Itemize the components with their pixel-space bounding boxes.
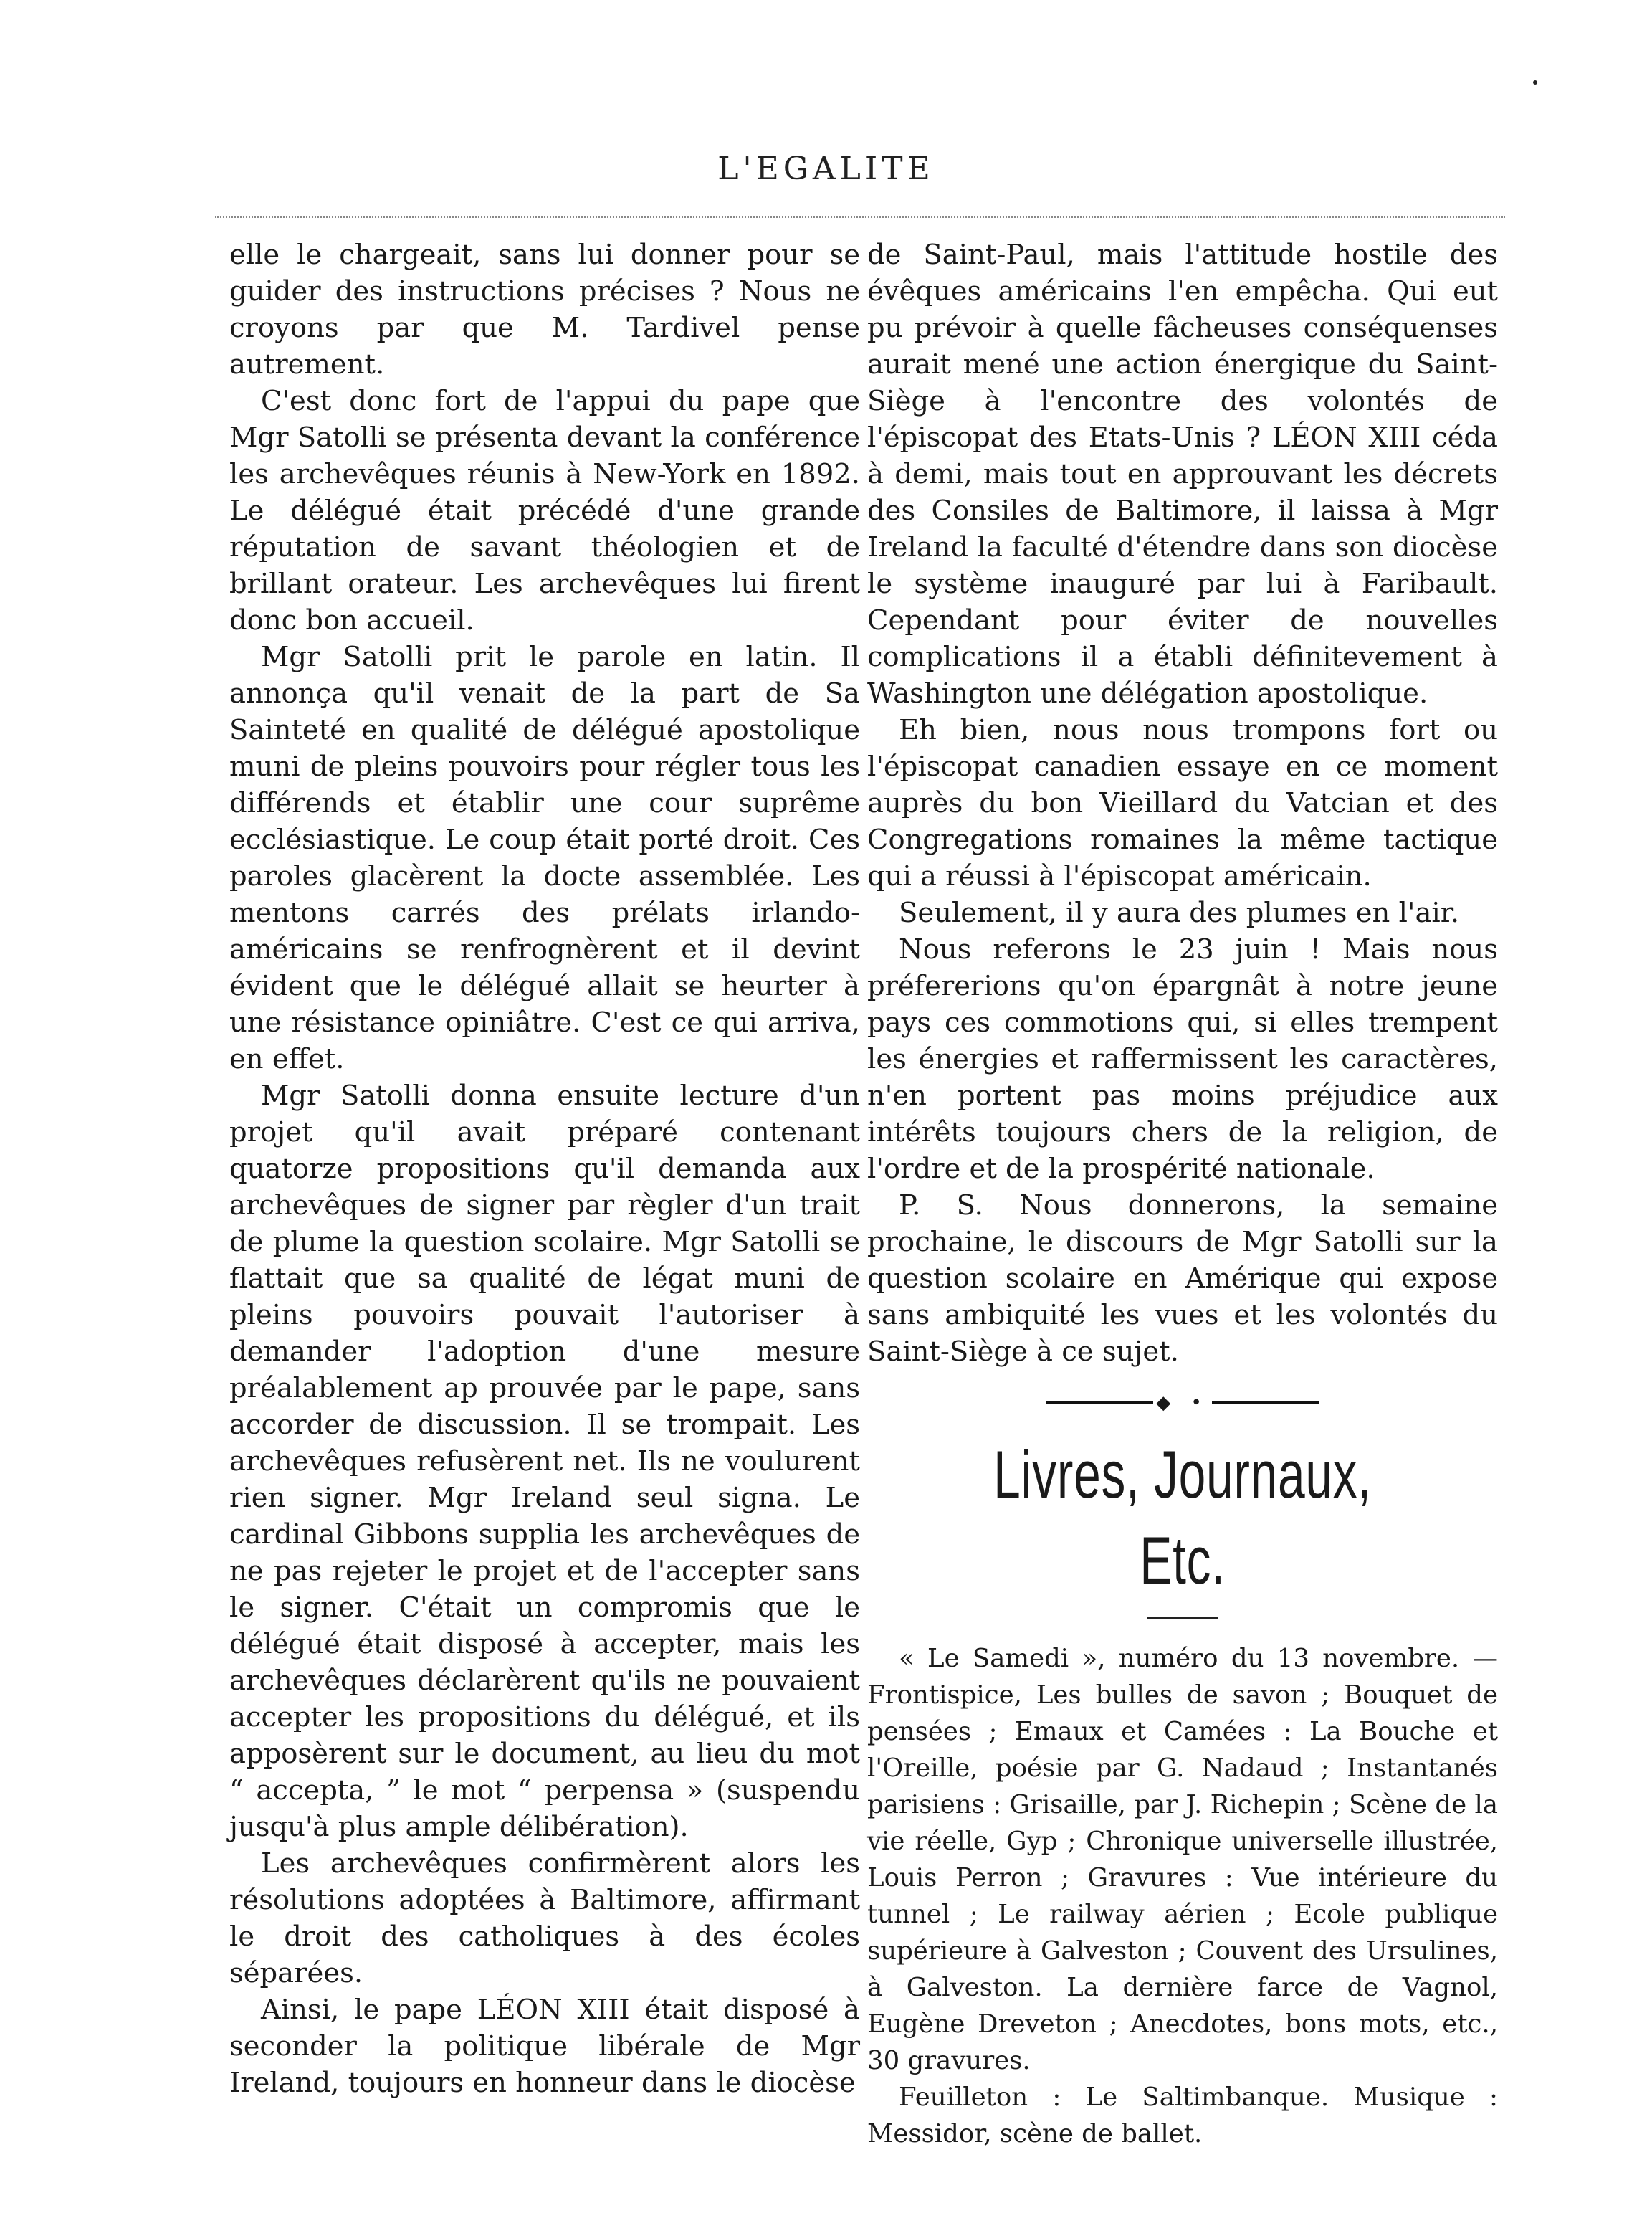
paragraph: « Le Samedi », numéro du 13 novembre. — Frontispice, Les bulles de savon ; Bouquet de pensées ; Emaux et Camées : La Bouche et l'Oreille, poésie par G. Nadaud ; Instantanés parisiens : Grisaille, par J. Richepin ; Scène de la vie réelle, Gyp ; Chronique universelle illustrée, Louis Perron ; Gravures : Vue intérieure du tunnel ; Le railway aérien ; Ecole publique supérieure à Galveston ; Couvent des Ursulines, à Galveston. La dernière farce de Vagnol, Eugène Dreveton ; Anecdotes, bons mots, etc., 30 gravures. [867,1644,1498,2075]
paragraph: Les archevêques confirmèrent alors les résolutions adoptées à Baltimore, affirmant le droit des catholiques à des écoles séparées. [229,1847,860,1989]
paragraph: elle le chargeait, sans lui donner pour se guider des instructions précises ? Nous ne croyons par que M. Tardivel pense autrement. [229,239,860,381]
books-section [867,1640,1498,2152]
paragraph: Feuilleton : Le Saltimbanque. Musique : Messidor, scène de ballet. [867,2083,1498,2148]
paragraph: Ainsi, le pape LÉON XIII était disposé à seconder la politique libérale de Mgr Ireland, toujours en honneur dans le diocèse [229,1994,860,2099]
ink-speck [1533,80,1537,85]
header-divider [215,216,1505,218]
ornament-dots: ◆ • [1156,1391,1209,1414]
paragraph: de Saint-Paul, mais l'attitude hostile des évêques américains l'en empêcha. Qui eut pu prévoir à quelle fâcheuses conséquenses aurait mené une action énergique du Saint-Siège à l'encontre des volontés de l'épiscopat des Etats-Unis ? LÉON XIII céda à demi, mais tout en approuvant les décrets des Consiles de Baltimore, il laissa à Mgr Ireland la faculté d'étendre dans son diocèse le système inauguré par lui à Faribault. Cependant pour éviter de nouvelles complications il a établi définitevement à Washington une délégation apostolique. [867,239,1498,710]
page-header-title: L'EGALITE [717,151,935,187]
left-column [229,237,860,2101]
paragraph: Mgr Satolli prit le parole en latin. Il annonça qu'il venait de la part de Sa Sainteté en qualité de délégué apostolique muni de pleins pouvoirs pour régler tous les différends et établir une cour suprême ecclésiastique. Le coup était porté droit. Ces paroles glacèrent la docte assemblée. Les mentons carrés des prélats irlando-américains se renfrognèrent et il devint évident que le délégué allait se heurter à une résistance opiniâtre. C'est ce qui arriva, en effet. [229,641,860,1075]
right-column [867,237,1498,2152]
section-ornament [867,1391,1498,1414]
paragraph: Seulement, il y aura des plumes en l'air. [899,897,1460,929]
paragraph: C'est donc fort de l'appui du pape que Mgr Satolli se présenta devant la conférence les archevêques réunis à New-York en 1892. Le délégué était précédé d'une grande réputation de savant théologien et de brillant orateur. Les archevêques lui firent donc bon accueil. [229,385,860,637]
section-title: Livres, Journaux, Etc. [993,1437,1372,1598]
ornament-line-right [1212,1401,1319,1404]
paragraph: Mgr Satolli donna ensuite lecture d'un projet qu'il avait préparé contenant quatorze propositions qu'il demanda aux archevêques de signer par règler d'un trait de plume la question scolaire. Mgr Satolli se flattait que sa qualité de légat muni de pleins pouvoirs pouvait l'autoriser à demander l'adoption d'une mesure préalablement ap prouvée par le pape, sans accorder de discussion. Il se trompait. Les archevêques refusèrent net. Ils ne voulurent rien signer. Mgr Ireland seul signa. Le cardinal Gibbons supplia les archevêques de ne pas rejeter le projet et de l'accepter sans le signer. C'était un compromis que le délégué était disposé à accepter, mais les archevêques déclarèrent qu'ils ne pouvaient accepter les propositions du délégué, et ils apposèrent sur le document, au lieu du mot “ accepta, ” le mot “ perpensa » (suspendu jusqu'à plus ample délibération). [229,1080,860,1843]
paragraph: P. S. Nous donnerons, la semaine prochaine, le discours de Mgr Satolli sur la question scolaire en Amérique qui expose sans ambiquité les vues et les volontés du Saint-Siège à ce sujet. [867,1189,1498,1368]
paragraph: Eh bien, nous nous trompons fort ou l'épiscopat canadien essaye en ce moment auprès du bon Vieillard du Vatcian et des Congregations romaines la même tactique qui a réussi à l'épiscopat américain. [867,714,1498,893]
ornament-line-left [1046,1401,1153,1404]
paragraph: Nous referons le 23 juin ! Mais nous préfererions qu'on épargnât à notre jeune pays ces commotions qui, si elles trempent les énergies et raffermissent les caractères, n'en portent pas moins préjudice aux intérêts toujours chers de la religion, de l'ordre et de la prospérité nationale. [867,933,1498,1185]
title-underline [1147,1617,1218,1619]
